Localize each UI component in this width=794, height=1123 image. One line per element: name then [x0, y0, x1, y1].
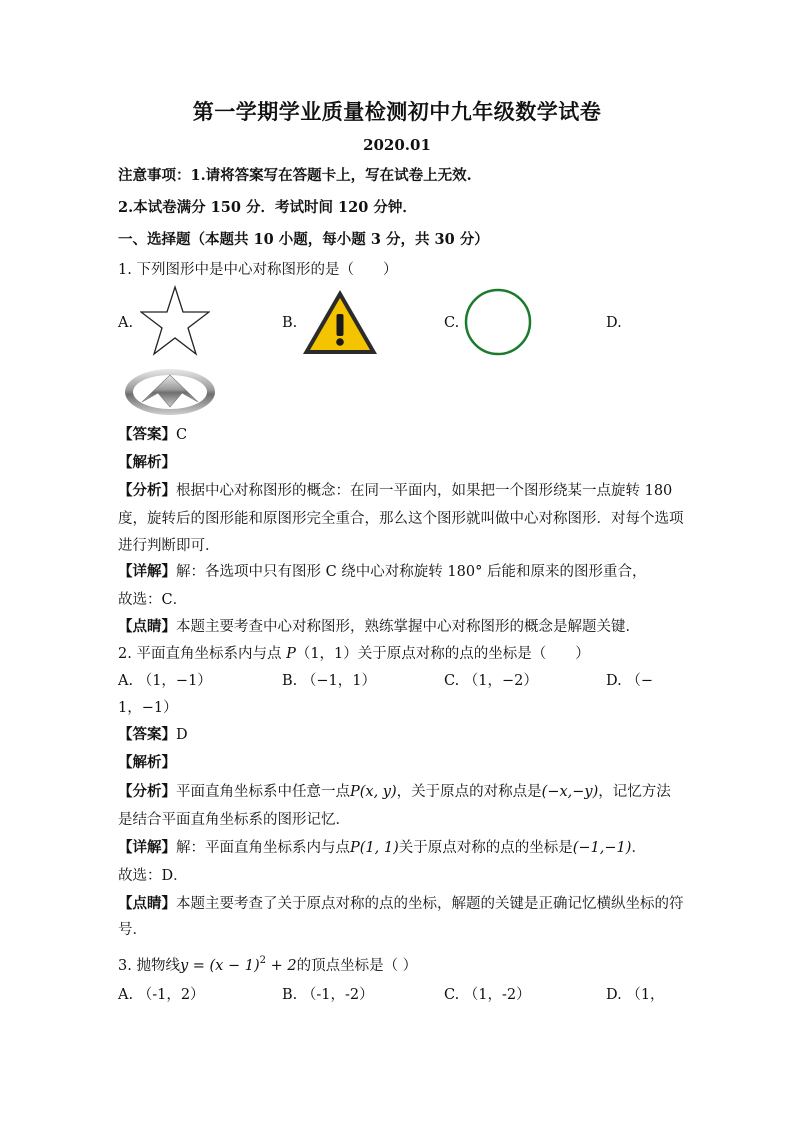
q3-stem: 3. 抛物线$y = (x - 1)^2 + 2$的顶点坐标是（ ）: [118, 955, 418, 974]
q1-conclusion: 故选：C．: [118, 592, 188, 608]
q3-option-d: D. （1，: [606, 987, 665, 1003]
q2-conclusion: 故选：D．: [118, 868, 188, 884]
exam-date: 2020.01: [363, 136, 431, 154]
q2-analysis-tag: 【解析】: [118, 754, 176, 771]
q2-xiangjie: 【详解】解：平面直角坐标系内与点P(1, 1)关于原点对称的点的坐标是(−1,−1)．: [118, 839, 646, 856]
q2-stem: 2. 平面直角坐标系内与点 P（1，1）关于原点对称的点的坐标是（ ）: [118, 646, 590, 662]
q2-dianjing: 【点睛】本题主要考查了关于原点对称的点的坐标，解题的关键是正确记忆横纵坐标的符: [118, 895, 684, 912]
q2-answer: 【答案】D: [118, 726, 188, 743]
q1-dianjing: 【点睛】本题主要考查中心对称图形，熟练掌握中心对称图形的概念是解题关键．: [118, 618, 640, 635]
q1-analysis-tag: 【解析】: [118, 454, 176, 471]
warning-sign-icon: [301, 288, 379, 356]
circle-icon: [463, 287, 533, 357]
q2-dianjing-line-2: 号．: [118, 922, 147, 938]
q1-option-b-label: B.: [282, 315, 298, 331]
q1-fenxi-line-3: 进行判断即可．: [118, 538, 220, 554]
car-logo-icon: [122, 366, 218, 418]
q2-fenxi-line-2: 是结合平面直角坐标系的图形记忆．: [118, 812, 350, 828]
q1-answer-value: C: [176, 427, 188, 443]
q2-fenxi: 【分析】平面直角坐标系中任意一点P(x, y)，关于原点的对称点是(−x,−y)，记忆方法: [118, 783, 671, 800]
q2-option-d: D. （−: [606, 673, 653, 689]
q2-option-c: C. （1，−2）: [444, 673, 538, 689]
q1-stem: 1. 下列图形中是中心对称图形的是（ ）: [118, 262, 398, 278]
star-icon: [140, 285, 210, 357]
notice-line-1: 注意事项：1.请将答案写在答题卡上，写在试卷上无效.: [118, 167, 472, 184]
q2-option-b: B. （−1，1）: [282, 673, 376, 689]
q1-xiangjie: 【详解】解：各选项中只有图形 C 绕中心对称旋转 180° 后能和原来的图形重合，: [118, 563, 647, 580]
q1-option-c-label: C.: [444, 315, 460, 331]
q2-option-a: A. （1，−1）: [118, 673, 212, 689]
notice-line-2: 2.本试卷满分 150 分．考试时间 120 分钟．: [118, 199, 417, 216]
q1-fenxi-line-2: 度，旋转后的图形能和原图形完全重合，那么这个图形就叫做中心对称图形．对每个选项: [118, 511, 684, 527]
page-title: 第一学期学业质量检测初中九年级数学试卷: [192, 99, 602, 124]
q1-fenxi: 【分析】根据中心对称图形的概念：在同一平面内，如果把一个图形绕某一点旋转 180: [118, 482, 673, 499]
q3-option-c: C. （1，-2）: [444, 987, 531, 1003]
q1-option-a-label: A.: [118, 315, 134, 331]
q1-answer: 【答案】C: [118, 426, 188, 443]
q2-answer-value: D: [176, 727, 188, 743]
q3-option-b: B. （-1，-2）: [282, 987, 374, 1003]
q1-option-d-label: D.: [606, 315, 622, 331]
q2-option-d-continued: 1，−1）: [118, 700, 178, 716]
section-heading: 一、选择题（本题共 10 小题，每小题 3 分，共 30 分）: [118, 231, 489, 248]
q3-option-a: A. （-1，2）: [118, 987, 205, 1003]
